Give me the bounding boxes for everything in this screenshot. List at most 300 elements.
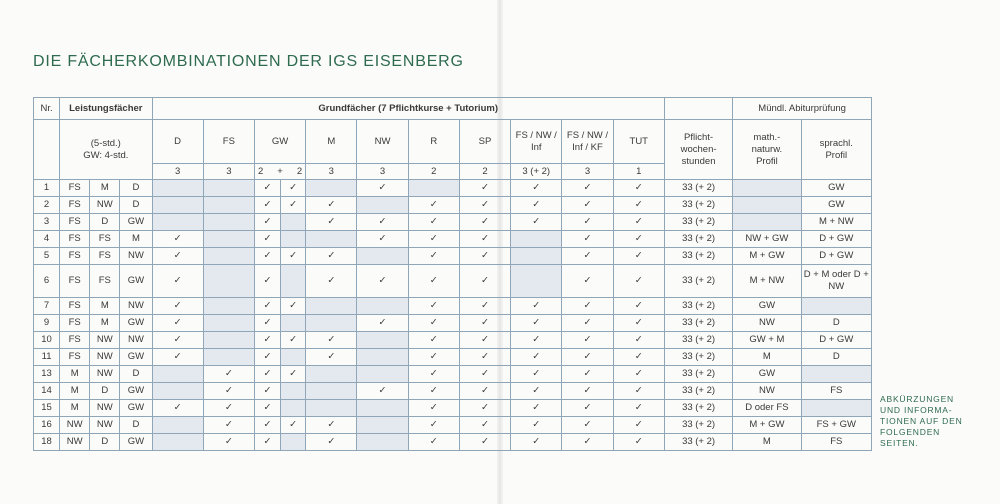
row-nr: 3 xyxy=(34,214,60,231)
check-cell: ✓ xyxy=(613,180,664,197)
row-nr: 14 xyxy=(34,383,60,400)
check-cell: ✓ xyxy=(306,417,357,434)
check-cell: ✓ xyxy=(613,332,664,349)
check-cell: ✓ xyxy=(408,366,459,383)
table-row xyxy=(34,180,872,197)
check-cell: ✓ xyxy=(408,349,459,366)
check-cell: ✓ xyxy=(562,417,613,434)
leistungsfach-cell: FS xyxy=(60,180,90,197)
leistungsfach-cell: D xyxy=(120,366,152,383)
side-note-line: TIONEN AUF DEN xyxy=(880,416,963,426)
sprach-profil-cell: FS xyxy=(801,434,871,451)
pflicht-hours-cell: 33 (+ 2) xyxy=(664,417,732,434)
hours-fs-nw-inf: 3 (+ 2) xyxy=(511,164,562,180)
empty-cell xyxy=(357,349,408,366)
leistungsfach-cell: NW xyxy=(90,400,120,417)
check-cell: ✓ xyxy=(511,197,562,214)
leistungsfach-cell: D xyxy=(90,434,120,451)
check-cell: ✓ xyxy=(408,248,459,265)
empty-cell xyxy=(511,265,562,298)
check-cell: ✓ xyxy=(152,265,203,298)
check-cell: ✓ xyxy=(408,332,459,349)
check-cell: ✓ xyxy=(613,265,664,298)
empty-cell xyxy=(203,265,254,298)
pflicht-hours-cell: 33 (+ 2) xyxy=(664,265,732,298)
empty-cell xyxy=(281,315,306,332)
check-cell: ✓ xyxy=(459,197,510,214)
hours-gw-plus: + xyxy=(277,165,283,177)
check-cell: ✓ xyxy=(459,332,510,349)
check-cell: ✓ xyxy=(613,298,664,315)
check-cell: ✓ xyxy=(254,366,280,383)
check-cell: ✓ xyxy=(152,332,203,349)
leistungsfach-cell: NW xyxy=(120,248,152,265)
page-title: DIE FÄCHERKOMBINATIONEN DER IGS EISENBERG xyxy=(33,53,464,70)
check-cell: ✓ xyxy=(203,400,254,417)
check-cell: ✓ xyxy=(254,332,280,349)
leistungsfach-cell: FS xyxy=(60,214,90,231)
math-profil-cell: NW xyxy=(733,315,801,332)
hours-gw-b: 2 xyxy=(296,165,303,177)
empty-cell xyxy=(357,248,408,265)
check-cell: ✓ xyxy=(254,180,280,197)
empty-cell xyxy=(203,214,254,231)
empty-cell xyxy=(203,349,254,366)
empty-cell xyxy=(152,214,203,231)
check-cell: ✓ xyxy=(459,214,510,231)
check-cell: ✓ xyxy=(562,400,613,417)
sprach-profil-cell xyxy=(801,400,871,417)
check-cell: ✓ xyxy=(459,180,510,197)
empty-cell xyxy=(357,298,408,315)
leistungsfach-cell: NW xyxy=(120,298,152,315)
row-nr: 7 xyxy=(34,298,60,315)
table-row xyxy=(34,231,872,248)
header-grundfaecher xyxy=(152,98,664,120)
leistungsfach-cell: NW xyxy=(90,349,120,366)
check-cell: ✓ xyxy=(152,349,203,366)
check-cell: ✓ xyxy=(613,197,664,214)
leistungsfach-cell: NW xyxy=(90,197,120,214)
check-cell: ✓ xyxy=(254,197,280,214)
check-cell: ✓ xyxy=(254,231,280,248)
table-row xyxy=(34,434,872,451)
check-cell: ✓ xyxy=(306,349,357,366)
check-cell: ✓ xyxy=(152,248,203,265)
check-cell: ✓ xyxy=(562,197,613,214)
check-cell: ✓ xyxy=(459,265,510,298)
check-cell: ✓ xyxy=(203,434,254,451)
side-note-line: SEITEN. xyxy=(880,438,919,448)
check-cell: ✓ xyxy=(511,400,562,417)
hours-m: 3 xyxy=(306,164,357,180)
hours-fs-nw-inf-kf: 3 xyxy=(562,164,613,180)
sprach-profil-cell: D xyxy=(801,349,871,366)
check-cell: ✓ xyxy=(562,315,613,332)
header-subject-fs: FS xyxy=(203,120,254,164)
leistungsfach-cell: FS xyxy=(60,349,90,366)
check-cell: ✓ xyxy=(562,298,613,315)
empty-cell xyxy=(306,366,357,383)
check-cell: ✓ xyxy=(511,434,562,451)
check-cell: ✓ xyxy=(408,231,459,248)
check-cell: ✓ xyxy=(408,383,459,400)
check-cell: ✓ xyxy=(613,214,664,231)
check-cell: ✓ xyxy=(408,265,459,298)
check-cell: ✓ xyxy=(562,231,613,248)
empty-cell xyxy=(306,400,357,417)
math-profil-cell: M xyxy=(733,349,801,366)
empty-cell xyxy=(306,231,357,248)
sprach-profil-cell: FS xyxy=(801,383,871,400)
check-cell: ✓ xyxy=(511,349,562,366)
hours-gw xyxy=(254,164,305,180)
check-cell: ✓ xyxy=(254,383,280,400)
check-cell: ✓ xyxy=(511,383,562,400)
pflicht-hours-cell: 33 (+ 2) xyxy=(664,434,732,451)
check-cell: ✓ xyxy=(306,197,357,214)
table-row xyxy=(34,366,872,383)
sprach-profil-cell xyxy=(801,366,871,383)
check-cell: ✓ xyxy=(511,214,562,231)
header-subject-m: M xyxy=(306,120,357,164)
header-subject-fs-nw-inf-kf: FS / NW / Inf / KF xyxy=(562,120,613,164)
empty-cell xyxy=(281,434,306,451)
leistungsfach-cell: M xyxy=(60,400,90,417)
math-profil-cell: GW xyxy=(733,298,801,315)
header-nr-blank xyxy=(34,120,60,180)
header-abitur: Mündl. Abiturprüfung xyxy=(733,98,872,120)
table-row xyxy=(34,417,872,434)
table-row xyxy=(34,197,872,214)
leistungsfach-cell: FS xyxy=(60,231,90,248)
table-row xyxy=(34,298,872,315)
pflicht-hours-cell: 33 (+ 2) xyxy=(664,197,732,214)
check-cell: ✓ xyxy=(459,417,510,434)
empty-cell xyxy=(306,383,357,400)
check-cell: ✓ xyxy=(408,400,459,417)
header-math: math.-naturw. Profil xyxy=(733,120,801,180)
check-cell: ✓ xyxy=(408,197,459,214)
subject-combination-table xyxy=(33,97,872,451)
check-cell: ✓ xyxy=(152,231,203,248)
side-note-line: FOLGENDEN xyxy=(880,427,941,437)
leistungsfach-cell: NW xyxy=(90,332,120,349)
check-cell: ✓ xyxy=(459,400,510,417)
row-nr: 10 xyxy=(34,332,60,349)
side-note-line: ABKÜRZUNGEN xyxy=(880,394,954,404)
empty-cell xyxy=(511,231,562,248)
header-leistung-sub-1: (5-std.) xyxy=(90,137,121,149)
math-profil-cell: D oder FS xyxy=(733,400,801,417)
empty-cell xyxy=(203,315,254,332)
empty-cell xyxy=(152,180,203,197)
check-cell: ✓ xyxy=(254,298,280,315)
check-cell: ✓ xyxy=(254,349,280,366)
check-cell: ✓ xyxy=(562,349,613,366)
check-cell: ✓ xyxy=(613,400,664,417)
check-cell: ✓ xyxy=(203,366,254,383)
empty-cell xyxy=(306,315,357,332)
empty-cell xyxy=(357,400,408,417)
table-row xyxy=(34,315,872,332)
check-cell: ✓ xyxy=(459,349,510,366)
check-cell: ✓ xyxy=(357,315,408,332)
leistungsfach-cell: NW xyxy=(60,434,90,451)
hours-nw: 3 xyxy=(357,164,408,180)
empty-cell xyxy=(152,417,203,434)
check-cell: ✓ xyxy=(613,434,664,451)
pflicht-hours-cell: 33 (+ 2) xyxy=(664,248,732,265)
hours-fs: 3 xyxy=(203,164,254,180)
check-cell: ✓ xyxy=(408,434,459,451)
check-cell: ✓ xyxy=(408,214,459,231)
empty-cell xyxy=(511,248,562,265)
table-row xyxy=(34,332,872,349)
check-cell: ✓ xyxy=(357,383,408,400)
row-nr: 1 xyxy=(34,180,60,197)
table-row xyxy=(34,349,872,366)
leistungsfach-cell: NW xyxy=(60,417,90,434)
row-nr: 13 xyxy=(34,366,60,383)
leistungsfach-cell: FS xyxy=(60,265,90,298)
check-cell: ✓ xyxy=(459,248,510,265)
check-cell: ✓ xyxy=(511,332,562,349)
sprach-profil-cell xyxy=(801,298,871,315)
row-nr: 11 xyxy=(34,349,60,366)
leistungsfach-cell: D xyxy=(120,417,152,434)
check-cell: ✓ xyxy=(281,298,306,315)
math-profil-cell: M + GW xyxy=(733,417,801,434)
check-cell: ✓ xyxy=(357,231,408,248)
empty-cell xyxy=(281,400,306,417)
check-cell: ✓ xyxy=(254,265,280,298)
check-cell: ✓ xyxy=(562,434,613,451)
check-cell: ✓ xyxy=(511,315,562,332)
row-nr: 4 xyxy=(34,231,60,248)
header-sprach: sprachl. Profil xyxy=(801,120,871,180)
table-row xyxy=(34,265,872,298)
check-cell: ✓ xyxy=(613,366,664,383)
table-row xyxy=(34,383,872,400)
leistungsfach-cell: FS xyxy=(60,315,90,332)
empty-cell xyxy=(281,349,306,366)
pflicht-hours-cell: 33 (+ 2) xyxy=(664,332,732,349)
check-cell: ✓ xyxy=(152,298,203,315)
check-cell: ✓ xyxy=(203,417,254,434)
empty-cell xyxy=(408,180,459,197)
empty-cell xyxy=(203,248,254,265)
check-cell: ✓ xyxy=(254,434,280,451)
leistungsfach-cell: GW xyxy=(120,434,152,451)
math-profil-cell: M + GW xyxy=(733,248,801,265)
check-cell: ✓ xyxy=(562,366,613,383)
check-cell: ✓ xyxy=(254,417,280,434)
check-cell: ✓ xyxy=(152,315,203,332)
row-nr: 16 xyxy=(34,417,60,434)
leistungsfach-cell: M xyxy=(90,298,120,315)
empty-cell xyxy=(306,180,357,197)
check-cell: ✓ xyxy=(281,197,306,214)
check-cell: ✓ xyxy=(254,248,280,265)
math-profil-cell: NW + GW xyxy=(733,231,801,248)
sprach-profil-cell: M + NW xyxy=(801,214,871,231)
check-cell: ✓ xyxy=(613,315,664,332)
check-cell: ✓ xyxy=(408,417,459,434)
leistungsfach-cell: FS xyxy=(60,197,90,214)
pflicht-hours-cell: 33 (+ 2) xyxy=(664,214,732,231)
check-cell: ✓ xyxy=(459,231,510,248)
check-cell: ✓ xyxy=(613,248,664,265)
empty-cell xyxy=(357,197,408,214)
hours-tut: 1 xyxy=(613,164,664,180)
leistungsfach-cell: NW xyxy=(90,366,120,383)
table-row xyxy=(34,248,872,265)
side-note xyxy=(880,394,963,449)
table-row xyxy=(34,400,872,417)
header-leistung-sub xyxy=(60,120,152,180)
pflicht-hours-cell: 33 (+ 2) xyxy=(664,400,732,417)
header-subject-sp: SP xyxy=(459,120,510,164)
empty-cell xyxy=(281,231,306,248)
check-cell: ✓ xyxy=(459,298,510,315)
pflicht-hours-cell: 33 (+ 2) xyxy=(664,231,732,248)
sprach-profil-cell: GW xyxy=(801,180,871,197)
leistungsfach-cell: D xyxy=(90,383,120,400)
check-cell: ✓ xyxy=(562,383,613,400)
leistungsfach-cell: NW xyxy=(90,417,120,434)
header-grundfaecher-label: Grundfächer (7 Pflichtkurse + Tutorium) xyxy=(318,102,498,114)
check-cell: ✓ xyxy=(511,366,562,383)
hours-gw-a: 2 xyxy=(258,165,264,177)
leistungsfach-cell: GW xyxy=(120,315,152,332)
header-subject-gw: GW xyxy=(254,120,305,164)
empty-cell xyxy=(152,383,203,400)
leistungsfach-cell: GW xyxy=(120,349,152,366)
header-blank xyxy=(664,98,732,120)
header-subject-d: D xyxy=(152,120,203,164)
leistungsfach-cell: FS xyxy=(90,248,120,265)
check-cell: ✓ xyxy=(306,265,357,298)
leistungsfach-cell: D xyxy=(90,214,120,231)
leistungsfach-cell: M xyxy=(90,180,120,197)
check-cell: ✓ xyxy=(306,214,357,231)
header-pflicht: Pflicht-wochen-stunden xyxy=(664,120,732,180)
leistungsfach-cell: FS xyxy=(90,231,120,248)
empty-cell xyxy=(281,214,306,231)
check-cell: ✓ xyxy=(511,417,562,434)
leistungsfach-cell: FS xyxy=(60,332,90,349)
sprach-profil-cell: GW xyxy=(801,197,871,214)
check-cell: ✓ xyxy=(357,180,408,197)
check-cell: ✓ xyxy=(459,366,510,383)
leistungsfach-cell: FS xyxy=(60,248,90,265)
empty-cell xyxy=(203,197,254,214)
header-leistung-sub-2: GW: 4-std. xyxy=(83,149,129,161)
empty-cell xyxy=(152,366,203,383)
leistungsfach-cell: M xyxy=(60,383,90,400)
pflicht-hours-cell: 33 (+ 2) xyxy=(664,366,732,383)
leistungsfach-cell: FS xyxy=(90,265,120,298)
sprach-profil-cell: D + GW xyxy=(801,332,871,349)
row-nr: 15 xyxy=(34,400,60,417)
hours-r: 2 xyxy=(408,164,459,180)
empty-cell xyxy=(357,366,408,383)
check-cell: ✓ xyxy=(281,417,306,434)
check-cell: ✓ xyxy=(281,332,306,349)
empty-cell xyxy=(281,383,306,400)
row-nr: 9 xyxy=(34,315,60,332)
sprach-profil-cell: FS + GW xyxy=(801,417,871,434)
row-nr: 2 xyxy=(34,197,60,214)
math-profil-cell xyxy=(733,214,801,231)
check-cell: ✓ xyxy=(613,417,664,434)
check-cell: ✓ xyxy=(613,383,664,400)
leistungsfach-cell: M xyxy=(120,231,152,248)
check-cell: ✓ xyxy=(562,248,613,265)
check-cell: ✓ xyxy=(254,315,280,332)
header-subject-r: R xyxy=(408,120,459,164)
empty-cell xyxy=(357,417,408,434)
empty-cell xyxy=(203,332,254,349)
side-note-line: UND INFORMA- xyxy=(880,405,953,415)
leistungsfach-cell: GW xyxy=(120,214,152,231)
check-cell: ✓ xyxy=(203,383,254,400)
row-nr: 18 xyxy=(34,434,60,451)
pflicht-hours-cell: 33 (+ 2) xyxy=(664,315,732,332)
pflicht-hours-cell: 33 (+ 2) xyxy=(664,383,732,400)
empty-cell xyxy=(306,298,357,315)
leistungsfach-cell: FS xyxy=(60,298,90,315)
check-cell: ✓ xyxy=(562,332,613,349)
check-cell: ✓ xyxy=(562,265,613,298)
check-cell: ✓ xyxy=(459,383,510,400)
check-cell: ✓ xyxy=(613,349,664,366)
leistungsfach-cell: M xyxy=(60,366,90,383)
sprach-profil-cell: D + M oder D + NW xyxy=(801,265,871,298)
pflicht-hours-cell: 33 (+ 2) xyxy=(664,298,732,315)
header-subject-tut: TUT xyxy=(613,120,664,164)
check-cell: ✓ xyxy=(408,315,459,332)
header-nr: Nr. xyxy=(34,98,60,120)
hours-sp: 2 xyxy=(459,164,510,180)
check-cell: ✓ xyxy=(281,366,306,383)
header-leistungsfaecher: Leistungsfächer xyxy=(60,98,152,120)
check-cell: ✓ xyxy=(459,434,510,451)
leistungsfach-cell: GW xyxy=(120,400,152,417)
leistungsfach-cell: GW xyxy=(120,265,152,298)
math-profil-cell xyxy=(733,197,801,214)
sprach-profil-cell: D + GW xyxy=(801,248,871,265)
check-cell: ✓ xyxy=(254,400,280,417)
check-cell: ✓ xyxy=(459,315,510,332)
leistungsfach-cell: GW xyxy=(120,383,152,400)
check-cell: ✓ xyxy=(281,248,306,265)
row-nr: 6 xyxy=(34,265,60,298)
check-cell: ✓ xyxy=(511,180,562,197)
leistungsfach-cell: D xyxy=(120,197,152,214)
check-cell: ✓ xyxy=(357,214,408,231)
empty-cell xyxy=(203,298,254,315)
math-profil-cell: GW + M xyxy=(733,332,801,349)
check-cell: ✓ xyxy=(306,434,357,451)
empty-cell xyxy=(203,231,254,248)
check-cell: ✓ xyxy=(408,298,459,315)
row-nr: 5 xyxy=(34,248,60,265)
table-row xyxy=(34,214,872,231)
empty-cell xyxy=(152,434,203,451)
check-cell: ✓ xyxy=(152,400,203,417)
